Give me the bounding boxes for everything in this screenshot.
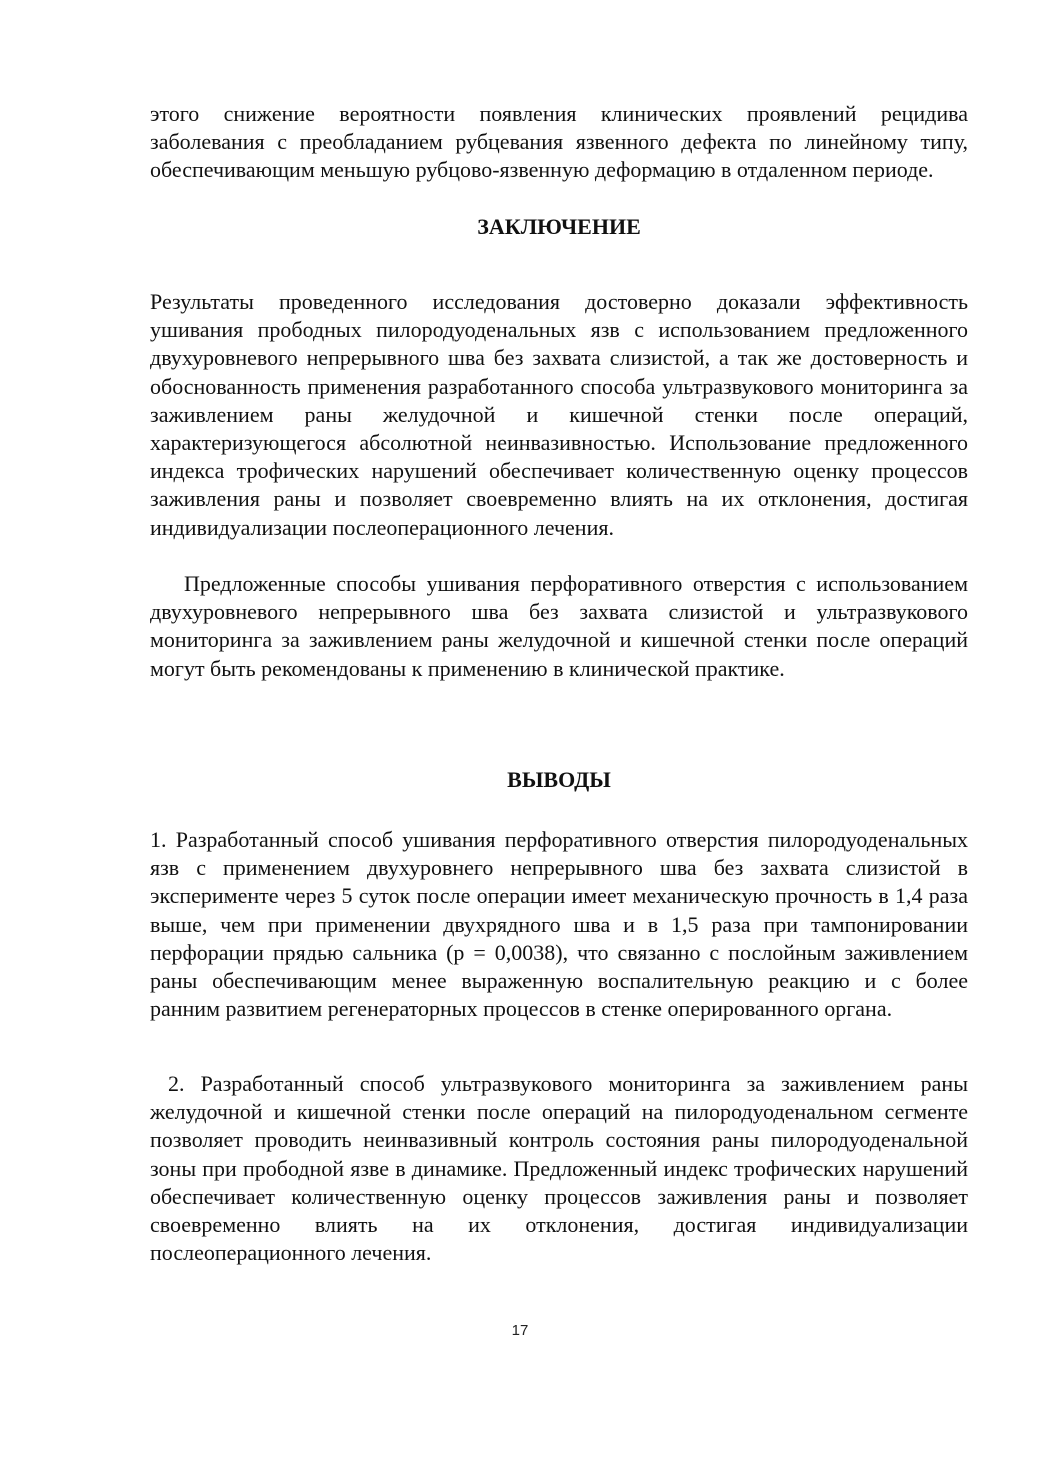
intro-paragraph: этого снижение вероятности появления клинических проявлений рецидива заболевания с преобладанием рубцевания язвенного дефекта по линейному типу, обеспечивающим меньшую рубцово-язвенную деформацию в отдаленном периоде. [150, 101, 968, 183]
finding-item-2: 2. Разработанный способ ультразвукового мониторинга за заживлением раны желудочной и кишечной стенки после операций на пилородуоденальном сегменте позволяет проводить неинвазивный контроль состояния раны пилородуоденальной зоны при прободной язве в динамике. Предложенный индекс трофических нарушений обеспечивает количественную оценку процессов заживления раны и позволяет своевременно влиять на их отклонения, достигая индивидуализации послеоперационного лечения. [150, 1071, 968, 1266]
conclusion-heading: ЗАКЛЮЧЕНИЕ [477, 214, 641, 239]
conclusion-paragraph-1: Результаты проведенного исследования достоверно доказали эффективность ушивания прободных пилородуоденальных язв с использованием предложенного двухуровневого непрерывного шва без захвата слизистой, а так же достоверность и обоснованность применения разработанного способа ультразвукового мониторинга за заживлением раны желудочной и кишечной стенки после операций, характеризующегося абсолютной неинвазивностью. Использование предложенного индекса трофических нарушений обеспечивает количественную оценку процессов заживления раны и позволяет своевременно влиять на их отклонения, достигая индивидуализации послеоперационного лечения. [150, 289, 968, 540]
conclusion-paragraph-2: Предложенные способы ушивания перфоративного отверстия с использованием двухуровневого непрерывного шва без захвата слизистой и ультразвукового мониторинга за заживлением раны желудочной и кишечной стенки после операций могут быть рекомендованы к применению в клинической практике. [150, 571, 968, 681]
finding-item-1: 1. Разработанный способ ушивания перфоративного отверстия пилородуоденальных язв с применением двухуровнего непрерывного шва без захвата слизистой в эксперименте через 5 суток после операции имеет механическую прочность в 1,4 раза выше, чем при применении двухрядного шва и в 1,5 раза при тампонировании перфорации прядью сальника (р = 0,0038), что связанно с послойным заживлением раны обеспечивающим менее выраженную воспалительную реакцию и с более ранним развитием регенераторных процессов в стенке оперированного органа. [150, 827, 968, 1022]
findings-heading: ВЫВОДЫ [507, 767, 611, 792]
page-number: 17 [511, 1322, 529, 1339]
